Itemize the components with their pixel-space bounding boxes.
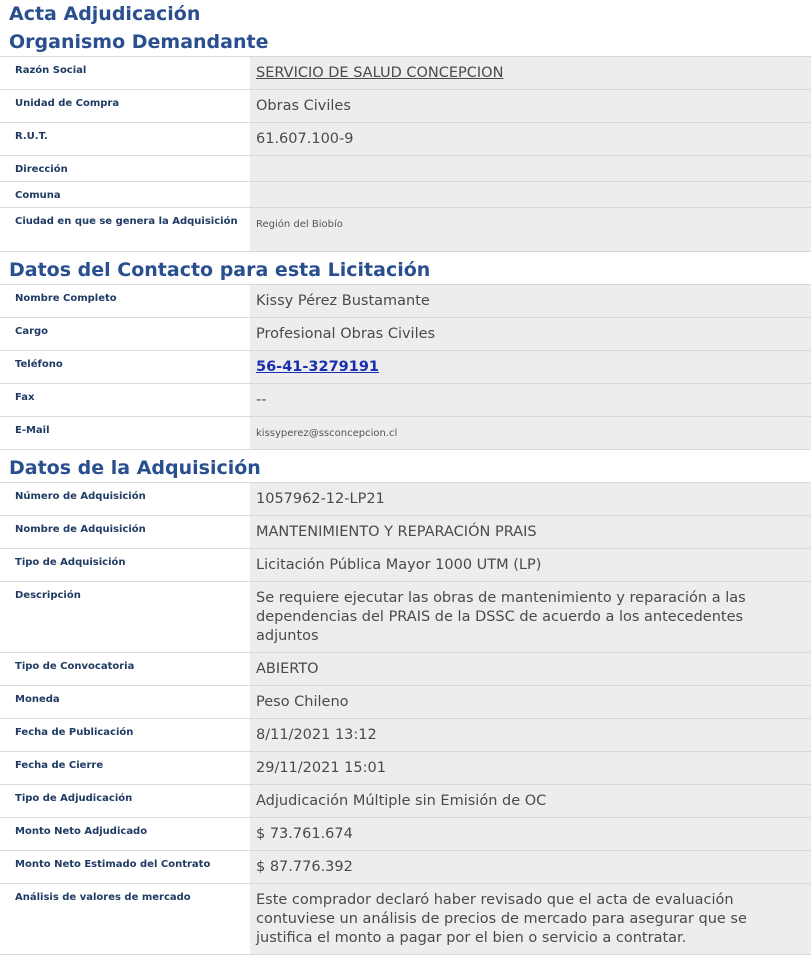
- rut-label: R.U.T.: [0, 123, 250, 156]
- page-title: Acta Adjudicación: [9, 3, 201, 25]
- adquisicion-table: [0, 482, 811, 955]
- row-moneda: [0, 686, 811, 719]
- ciudad-value: Región del Biobío: [250, 208, 811, 252]
- razon-social-label: Razón Social: [0, 57, 250, 90]
- fecha-publicacion-value: 8/11/2021 13:12: [250, 719, 811, 752]
- razon-social-link[interactable]: SERVICIO DE SALUD CONCEPCION: [256, 65, 504, 81]
- comuna-label: Comuna: [0, 182, 250, 208]
- analisis-mercado-value: Este comprador declaró haber revisado que el acta de evaluación contuviese un análisis de precios de mercado para asegurar que se justifica el monto a pagar por el bien o servicio a contratar.: [250, 884, 811, 955]
- row-direccion: [0, 156, 811, 182]
- analisis-mercado-label: Análisis de valores de mercado: [0, 884, 250, 955]
- row-tipo-convocatoria: [0, 653, 811, 686]
- email-value: kissyperez@ssconcepcion.cl: [250, 417, 811, 450]
- monto-adjudicado-label: Monto Neto Adjudicado: [0, 818, 250, 851]
- row-fecha-publicacion: [0, 719, 811, 752]
- row-unidad-compra: [0, 90, 811, 123]
- moneda-label: Moneda: [0, 686, 250, 719]
- row-ciudad: [0, 208, 811, 252]
- row-email: [0, 417, 811, 450]
- nombre-adquisicion-value: MANTENIMIENTO Y REPARACIÓN PRAIS: [250, 516, 811, 549]
- row-monto-estimado: [0, 851, 811, 884]
- cargo-label: Cargo: [0, 318, 250, 351]
- telefono-label: Teléfono: [0, 351, 250, 384]
- tipo-adquisicion-value: Licitación Pública Mayor 1000 UTM (LP): [250, 549, 811, 582]
- section-title-adquisicion: Datos de la Adquisición: [9, 457, 261, 479]
- monto-estimado-label: Monto Neto Estimado del Contrato: [0, 851, 250, 884]
- row-cargo: [0, 318, 811, 351]
- row-telefono: [0, 351, 811, 384]
- section-title-organismo: Organismo Demandante: [9, 31, 269, 53]
- tipo-convocatoria-label: Tipo de Convocatoria: [0, 653, 250, 686]
- monto-adjudicado-value: $ 73.761.674: [250, 818, 811, 851]
- fax-value: --: [250, 384, 811, 417]
- rut-value: 61.607.100-9: [250, 123, 811, 156]
- cargo-value: Profesional Obras Civiles: [250, 318, 811, 351]
- nombre-completo-value: Kissy Pérez Bustamante: [250, 285, 811, 318]
- row-razon-social: [0, 57, 811, 90]
- row-comuna: [0, 182, 811, 208]
- row-nombre-completo: [0, 285, 811, 318]
- descripcion-value: Se requiere ejecutar las obras de mantenimiento y reparación a las dependencias del PRAIS de la DSSC de acuerdo a los antecedentes adjuntos: [250, 582, 811, 653]
- row-rut: [0, 123, 811, 156]
- row-nombre-adquisicion: [0, 516, 811, 549]
- row-fecha-cierre: [0, 752, 811, 785]
- fecha-publicacion-label: Fecha de Publicación: [0, 719, 250, 752]
- row-descripcion: [0, 582, 811, 653]
- numero-adquisicion-value: 1057962-12-LP21: [250, 483, 811, 516]
- row-analisis-mercado: [0, 884, 811, 955]
- organismo-table: [0, 56, 811, 252]
- tipo-convocatoria-value: ABIERTO: [250, 653, 811, 686]
- moneda-value: Peso Chileno: [250, 686, 811, 719]
- nombre-adquisicion-label: Nombre de Adquisición: [0, 516, 250, 549]
- fecha-cierre-value: 29/11/2021 15:01: [250, 752, 811, 785]
- ciudad-label: Ciudad en que se genera la Adquisición: [0, 208, 250, 252]
- tipo-adquisicion-label: Tipo de Adquisición: [0, 549, 250, 582]
- row-tipo-adjudicacion: [0, 785, 811, 818]
- nombre-completo-label: Nombre Completo: [0, 285, 250, 318]
- fecha-cierre-label: Fecha de Cierre: [0, 752, 250, 785]
- unidad-compra-value: Obras Civiles: [250, 90, 811, 123]
- descripcion-label: Descripción: [0, 582, 250, 653]
- row-fax: [0, 384, 811, 417]
- tipo-adjudicacion-value: Adjudicación Múltiple sin Emisión de OC: [250, 785, 811, 818]
- email-label: E-Mail: [0, 417, 250, 450]
- comuna-value: [250, 182, 811, 208]
- telefono-link[interactable]: 56-41-3279191: [256, 359, 380, 375]
- direccion-label: Dirección: [0, 156, 250, 182]
- tipo-adjudicacion-label: Tipo de Adjudicación: [0, 785, 250, 818]
- row-numero-adquisicion: [0, 483, 811, 516]
- fax-label: Fax: [0, 384, 250, 417]
- unidad-compra-label: Unidad de Compra: [0, 90, 250, 123]
- section-title-contacto: Datos del Contacto para esta Licitación: [9, 259, 431, 281]
- direccion-value: [250, 156, 811, 182]
- row-tipo-adquisicion: [0, 549, 811, 582]
- row-monto-adjudicado: [0, 818, 811, 851]
- numero-adquisicion-label: Número de Adquisición: [0, 483, 250, 516]
- contacto-table: [0, 284, 811, 450]
- monto-estimado-value: $ 87.776.392: [250, 851, 811, 884]
